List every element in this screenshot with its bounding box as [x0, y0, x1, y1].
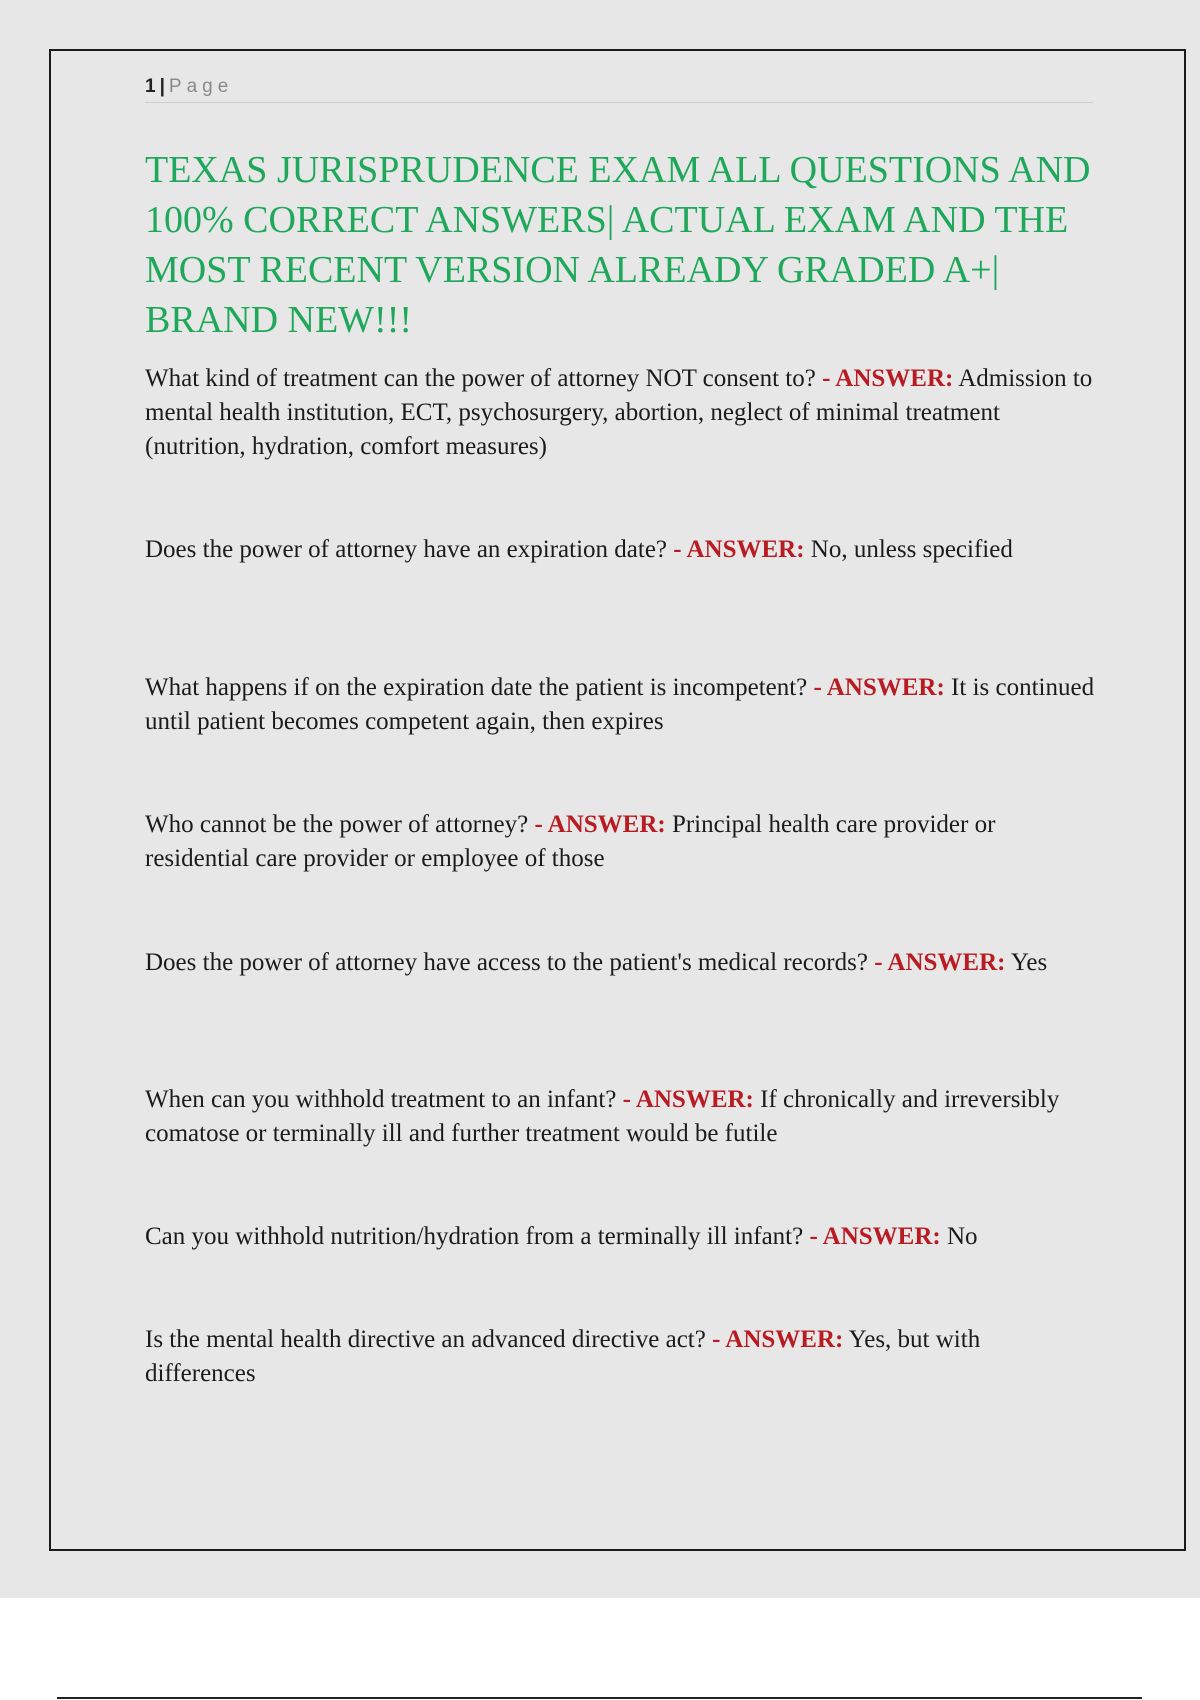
answer-text: Yes, but with differences: [145, 1326, 981, 1387]
qa-item-2: [145, 533, 1095, 567]
question-text: What happens if on the expiration date the patient is incompetent?: [145, 674, 808, 701]
page-header: [145, 74, 1093, 103]
question-text: Can you withhold nutrition/hydration from a terminally ill infant?: [145, 1223, 804, 1250]
answer-label: - ANSWER:: [622, 1086, 754, 1113]
qa-item-4: [145, 808, 1095, 876]
answer-label: - ANSWER:: [673, 536, 805, 563]
answer-text: Yes: [1010, 949, 1048, 976]
question-text: Does the power of attorney have access to the patient's medical records?: [145, 949, 868, 976]
answer-label: - ANSWER:: [809, 1223, 941, 1250]
qa-item-3: [145, 671, 1095, 739]
qa-item-7: [145, 1220, 1095, 1254]
answer-text: No: [946, 1223, 978, 1250]
qa-item-8: [145, 1323, 1095, 1391]
page-word: Page: [168, 76, 234, 97]
question-text: Is the mental health directive an advanced directive act?: [145, 1326, 706, 1353]
page-number: 1: [145, 76, 156, 97]
question-text: Who cannot be the power of attorney?: [145, 811, 529, 838]
answer-label: - ANSWER:: [822, 365, 954, 392]
answer-text: No, unless specified: [810, 536, 1013, 563]
answer-text: Principal health care provider or residential care provider or employee of those: [145, 811, 996, 872]
next-page-rule: [57, 1697, 1142, 1699]
qa-item-1: [145, 362, 1095, 464]
answer-label: - ANSWER:: [534, 811, 666, 838]
answer-label: - ANSWER:: [813, 674, 945, 701]
question-text: When can you withhold treatment to an infant?: [145, 1086, 617, 1113]
document-title: TEXAS JURISPRUDENCE EXAM ALL QUESTIONS AND 100% CORRECT ANSWERS| ACTUAL EXAM AND THE MOST RECENT VERSION ALREADY GRADED A+| BRAND NEW!!!: [145, 149, 1091, 341]
answer-label: - ANSWER:: [874, 949, 1006, 976]
answer-label: - ANSWER:: [712, 1326, 844, 1353]
answer-text: If chronically and irreversibly comatose or terminally ill and further treatment would be futile: [145, 1086, 1060, 1147]
qa-item-6: [145, 1083, 1095, 1151]
answer-text: It is continued until patient becomes competent again, then expires: [145, 674, 1095, 735]
page-separator: |: [159, 76, 165, 97]
question-text: Does the power of attorney have an expiration date?: [145, 536, 668, 563]
question-text: What kind of treatment can the power of attorney NOT consent to?: [145, 365, 816, 392]
answer-text: Admission to mental health institution, ECT, psychosurgery, abortion, neglect of minimal treatment (nutrition, hydration, comfort measures): [145, 365, 1093, 460]
qa-item-5: [145, 946, 1095, 980]
